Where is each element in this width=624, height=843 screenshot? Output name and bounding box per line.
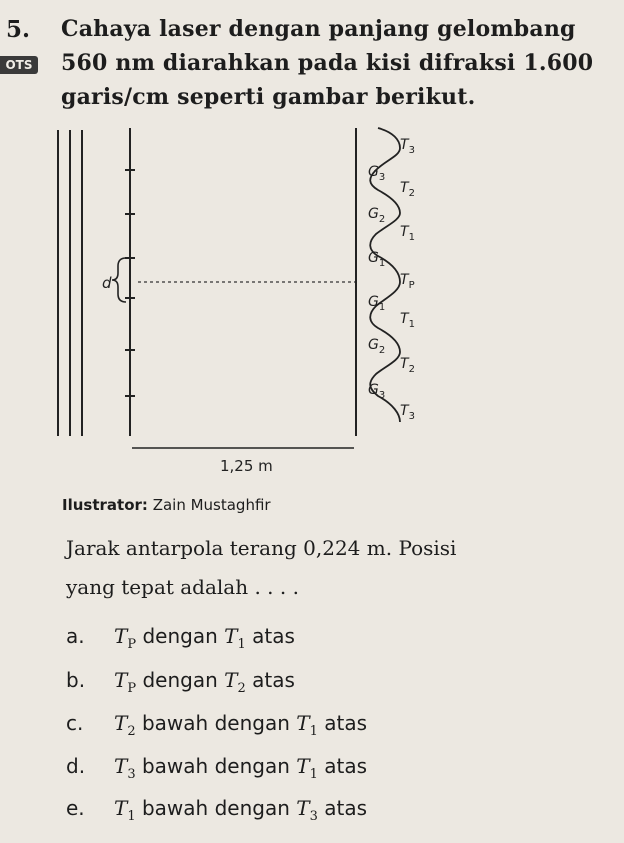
option-a[interactable]: a. $T_P$ dengan $T_1$ atas <box>66 624 295 652</box>
statement-line-1: Jarak antarpola terang 0,224 m. Posisi <box>66 536 457 560</box>
question-line-1: Cahaya laser dengan panjang gelombang <box>61 16 576 42</box>
illustrator-caption <box>62 496 271 514</box>
question-number: 5. <box>6 16 31 43</box>
fringe-label-G1-top: $G_1$ <box>368 250 386 269</box>
question-line-2: 560 nm diarahkan pada kisi difraksi 1.600 <box>61 50 594 76</box>
option-letter: e. <box>66 796 85 820</box>
ots-badge: OTS <box>0 56 38 74</box>
option-c[interactable]: c. $T_2$ bawah dengan $T_1$ atas <box>66 711 368 739</box>
d-label: d <box>102 274 112 292</box>
fringe-labels <box>368 137 415 422</box>
fringe-label-T3-bottom: $T_3$ <box>400 403 415 422</box>
fringe-label-T1-top: $T_1$ <box>400 224 415 243</box>
fringe-label-G2-top: $G_2$ <box>368 206 386 225</box>
fringe-label-G3-bottom: $G_3$ <box>368 382 386 401</box>
fringe-label-G3-top: $G_3$ <box>368 164 386 183</box>
option-letter: c. <box>66 711 84 735</box>
fringe-label-G2-bottom: $G_2$ <box>368 337 386 356</box>
option-letter: b. <box>66 668 86 692</box>
caption-prefix: Ilustrator: <box>62 496 148 514</box>
fringe-label-T1-bottom: $T_1$ <box>400 311 415 330</box>
option-letter: a. <box>66 624 85 648</box>
distance-label: 1,25 m <box>220 457 273 475</box>
fringe-label-T3-top: $T_3$ <box>400 137 415 156</box>
fringe-label-T2-top: $T_2$ <box>400 180 415 199</box>
caption-name: Zain Mustaghfir <box>152 496 271 514</box>
fringe-label-G1-bottom: $G_1$ <box>368 294 386 313</box>
option-letter: d. <box>66 754 86 778</box>
option-d[interactable]: d. $T_3$ bawah dengan $T_1$ atas <box>66 754 368 782</box>
question-line-3: garis/cm seperti gambar berikut. <box>61 84 476 110</box>
statement-line-2: yang tepat adalah . . . . <box>66 575 299 599</box>
diffraction-figure <box>48 118 518 488</box>
d-brace <box>112 258 126 302</box>
option-e[interactable]: e. $T_1$ bawah dengan $T_3$ atas <box>66 796 368 824</box>
fringe-label-TP: $T_P$ <box>400 272 415 291</box>
fringe-label-T2-bottom: $T_2$ <box>400 356 415 375</box>
option-b[interactable]: b. $T_P$ dengan $T_2$ atas <box>66 668 295 696</box>
